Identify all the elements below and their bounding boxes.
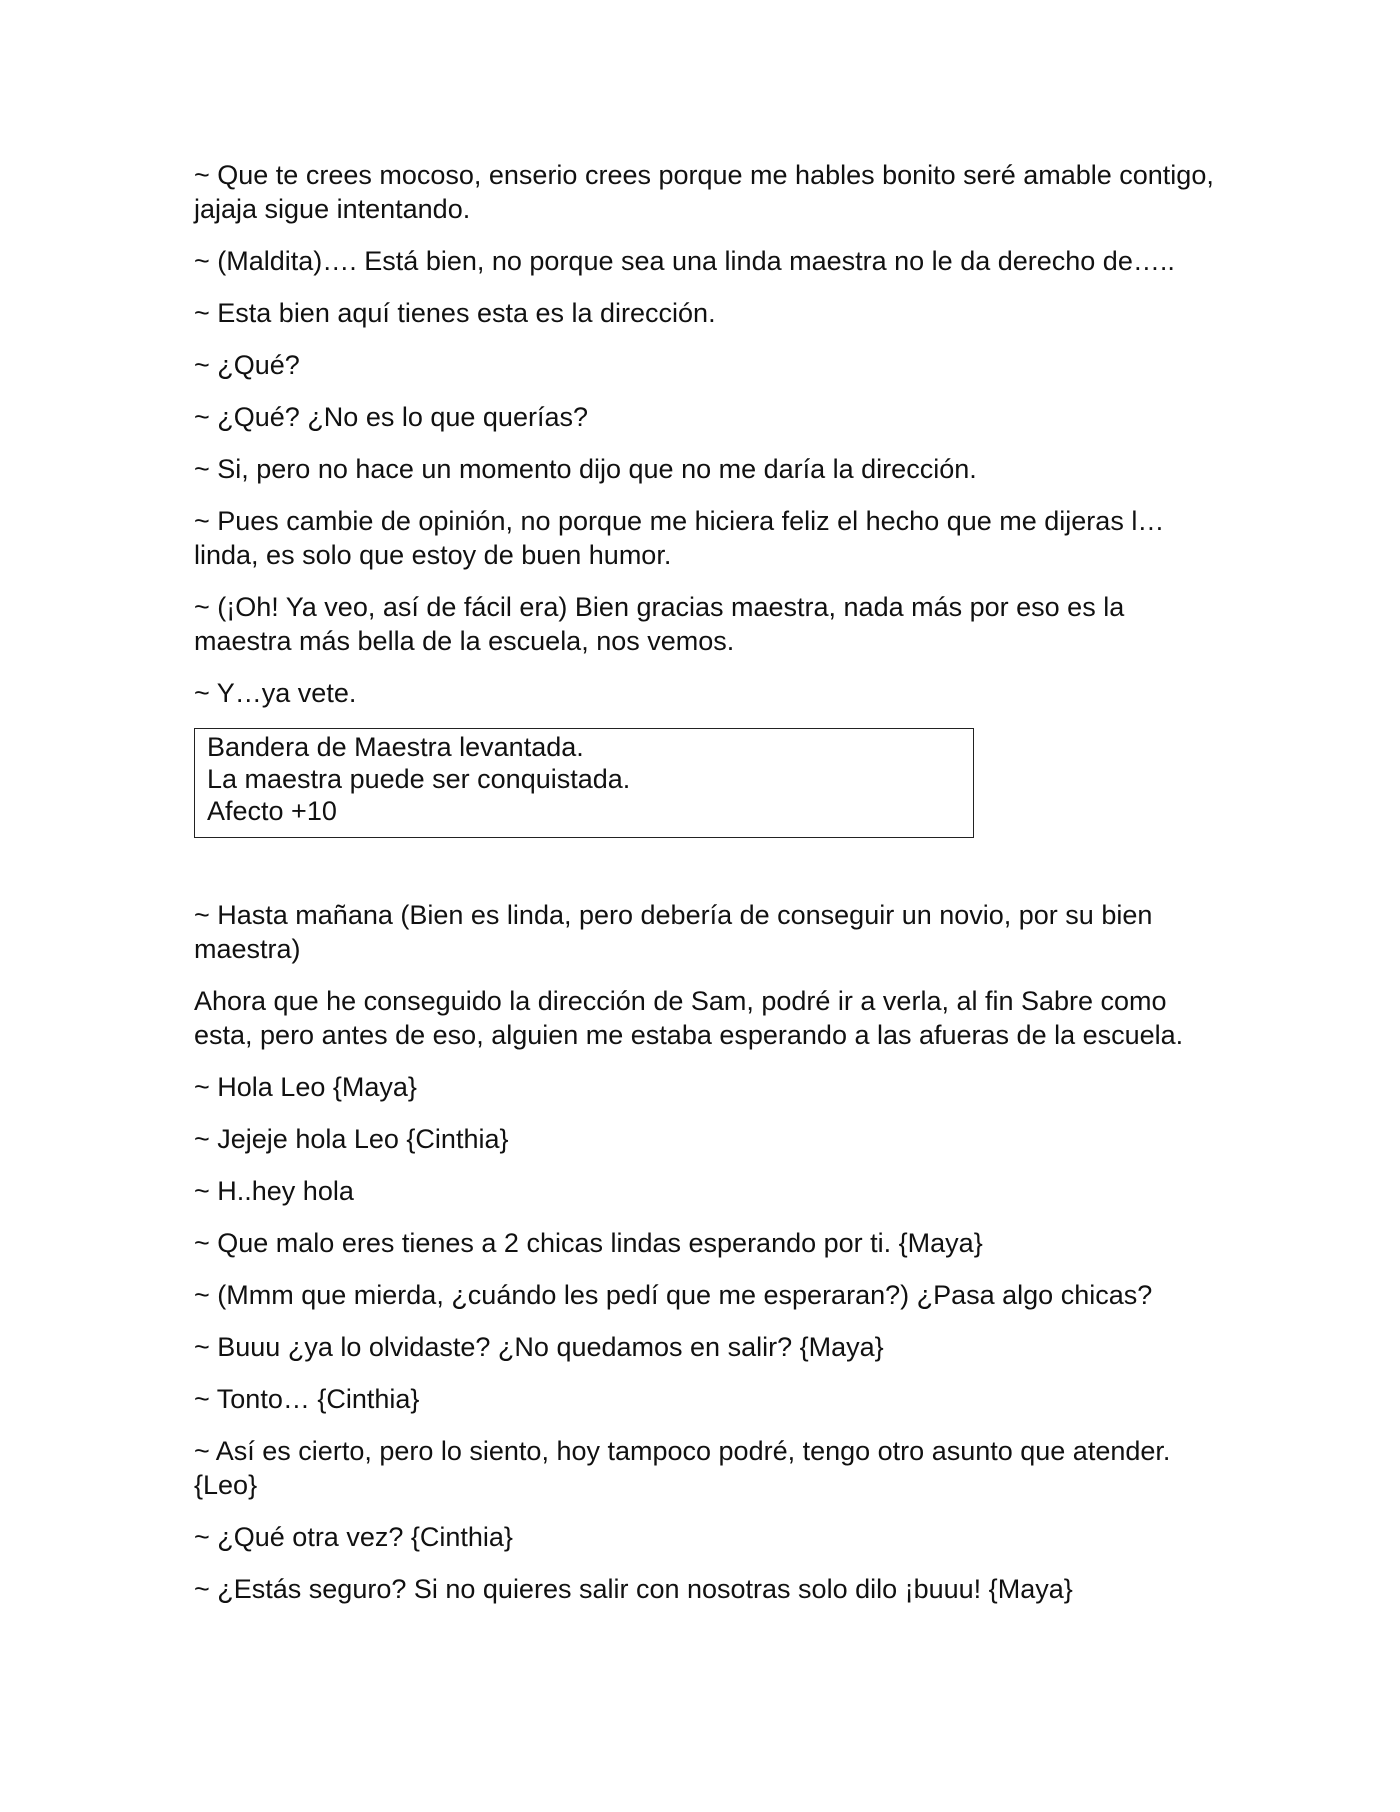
- dialogue-line: ~ ¿Qué otra vez? {Cinthia}: [194, 1522, 513, 1552]
- dialogue-line: ~ H..hey hola: [194, 1176, 354, 1206]
- dialogue-line: ~ Que malo eres tienes a 2 chicas lindas esperando por ti. {Maya}: [194, 1228, 983, 1258]
- dialogue-line: ~ (Mmm que mierda, ¿cuándo les pedí que me esperaran?) ¿Pasa algo chicas?: [194, 1280, 1153, 1310]
- status-line: Bandera de Maestra levantada.: [207, 732, 584, 762]
- dialogue-line: ~ ¿Estás seguro? Si no quieres salir con nosotras solo dilo ¡buuu! {Maya}: [194, 1574, 1073, 1604]
- dialogue-line: ~ Y…ya vete.: [194, 678, 357, 708]
- dialogue-line: ~ Así es cierto, pero lo siento, hoy tampoco podré, tengo otro asunto que atender. {Leo}: [194, 1436, 1171, 1500]
- narration-paragraph: Ahora que he conseguido la dirección de Sam, podré ir a verla, al fin Sabre como esta, pero antes de eso, alguien me estaba esperando a las afueras de la escuela.: [194, 986, 1184, 1050]
- status-line: La maestra puede ser conquistada.: [207, 764, 631, 794]
- dialogue-line: ~ Hola Leo {Maya}: [194, 1072, 417, 1102]
- dialogue-line: ~ Pues cambie de opinión, no porque me hiciera feliz el hecho que me dijeras l…linda, es solo que estoy de buen humor.: [194, 506, 1165, 570]
- dialogue-line: ~ ¿Qué? ¿No es lo que querías?: [194, 402, 588, 432]
- dialogue-line: ~ (Maldita)…. Está bien, no porque sea una linda maestra no le da derecho de…..: [194, 246, 1175, 276]
- dialogue-line: ~ Esta bien aquí tienes esta es la dirección.: [194, 298, 716, 328]
- dialogue-line: ~ Si, pero no hace un momento dijo que no me daría la dirección.: [194, 454, 977, 484]
- dialogue-line: ~ (¡Oh! Ya veo, así de fácil era) Bien gracias maestra, nada más por eso es la maestra más bella de la escuela, nos vemos.: [194, 592, 1125, 656]
- dialogue-line: ~ Tonto… {Cinthia}: [194, 1384, 420, 1414]
- dialogue-line: ~ Que te crees mocoso, enserio crees porque me hables bonito seré amable contigo, jajaja sigue intentando.: [194, 160, 1214, 224]
- dialogue-line: ~ ¿Qué?: [194, 350, 300, 380]
- dialogue-line: ~ Buuu ¿ya lo olvidaste? ¿No quedamos en salir? {Maya}: [194, 1332, 884, 1362]
- dialogue-line: ~ Jejeje hola Leo {Cinthia}: [194, 1124, 509, 1154]
- status-box: [194, 728, 974, 838]
- dialogue-line: ~ Hasta mañana (Bien es linda, pero debería de conseguir un novio, por su bien maestra): [194, 900, 1153, 964]
- document-page: [194, 158, 1214, 1624]
- status-line: Afecto +10: [207, 796, 337, 826]
